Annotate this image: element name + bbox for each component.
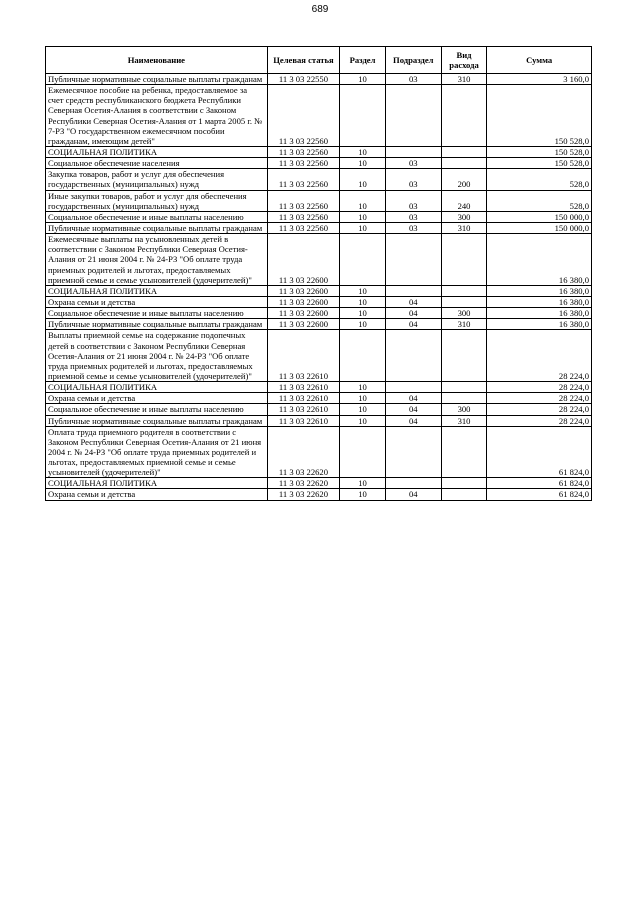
cell-amount: 150 528,0 <box>487 158 592 169</box>
cell-name: СОЦИАЛЬНАЯ ПОЛИТИКА <box>46 285 268 296</box>
cell-subsection <box>385 478 441 489</box>
header-article: Целевая статья <box>267 47 340 74</box>
table-row <box>46 489 592 500</box>
cell-article: 11 3 03 22560 <box>267 85 340 147</box>
table-row <box>46 330 592 382</box>
cell-article: 11 3 03 22560 <box>267 169 340 190</box>
cell-name: Охрана семьи и детства <box>46 489 268 500</box>
cell-article: 11 3 03 22560 <box>267 190 340 211</box>
cell-article: 11 3 03 22600 <box>267 234 340 286</box>
cell-type <box>441 393 487 404</box>
cell-amount: 28 224,0 <box>487 330 592 382</box>
cell-section: 10 <box>340 211 386 222</box>
cell-article: 11 3 03 22620 <box>267 478 340 489</box>
cell-amount: 528,0 <box>487 169 592 190</box>
cell-name: Публичные нормативные социальные выплаты гражданам <box>46 222 268 233</box>
cell-subsection <box>385 234 441 286</box>
cell-subsection: 03 <box>385 74 441 85</box>
cell-amount: 28 224,0 <box>487 393 592 404</box>
cell-subsection: 03 <box>385 222 441 233</box>
cell-section: 10 <box>340 404 386 415</box>
cell-type <box>441 85 487 147</box>
cell-name: Публичные нормативные социальные выплаты гражданам <box>46 74 268 85</box>
cell-subsection: 04 <box>385 415 441 426</box>
cell-name: Оплата труда приемного родителя в соответствии с Законом Республики Северная Осетия-Алания от 21 июня 2004 г. № 24-РЗ "Об оплате труда приемных родителей и льготах, предоставляемых приемной семье и семье усыновителей (удочерителей)" <box>46 426 268 478</box>
cell-name: Охрана семьи и детства <box>46 393 268 404</box>
budget-table <box>45 46 592 501</box>
cell-type <box>441 489 487 500</box>
cell-subsection: 03 <box>385 211 441 222</box>
cell-section: 10 <box>340 74 386 85</box>
cell-name: Закупка товаров, работ и услуг для обеспечения государственных (муниципальных) нужд <box>46 169 268 190</box>
header-amount: Сумма <box>487 47 592 74</box>
cell-type <box>441 146 487 157</box>
cell-amount: 28 224,0 <box>487 382 592 393</box>
cell-article: 11 3 03 22560 <box>267 146 340 157</box>
cell-name: СОЦИАЛЬНАЯ ПОЛИТИКА <box>46 382 268 393</box>
cell-type: 310 <box>441 74 487 85</box>
cell-article: 11 3 03 22600 <box>267 296 340 307</box>
cell-amount: 150 528,0 <box>487 146 592 157</box>
cell-name: Социальное обеспечение и иные выплаты населению <box>46 211 268 222</box>
cell-article: 11 3 03 22560 <box>267 222 340 233</box>
cell-subsection <box>385 426 441 478</box>
cell-article: 11 3 03 22610 <box>267 382 340 393</box>
cell-article: 11 3 03 22610 <box>267 404 340 415</box>
table-row <box>46 190 592 211</box>
cell-section: 10 <box>340 169 386 190</box>
cell-subsection <box>385 146 441 157</box>
cell-name: Ежемесячные выплаты на усыновленных детей в соответствии с Законом Республики Северная Осетия-Алания от 21 июня 2004 г. № 24-РЗ "Об оплате труда приемных родителей и льготах, предоставляемых приемной семье и семье усыновителей (удочерителей)" <box>46 234 268 286</box>
cell-name: СОЦИАЛЬНАЯ ПОЛИТИКА <box>46 478 268 489</box>
cell-amount: 16 380,0 <box>487 319 592 330</box>
cell-article: 11 3 03 22550 <box>267 74 340 85</box>
cell-section: 10 <box>340 415 386 426</box>
cell-name: Иные закупки товаров, работ и услуг для обеспечения государственных (муниципальных) нужд <box>46 190 268 211</box>
cell-type: 310 <box>441 415 487 426</box>
cell-article: 11 3 03 22610 <box>267 330 340 382</box>
cell-name: Публичные нормативные социальные выплаты гражданам <box>46 415 268 426</box>
cell-type <box>441 296 487 307</box>
header-type: Вид расхода <box>441 47 487 74</box>
cell-article: 11 3 03 22600 <box>267 319 340 330</box>
cell-article: 11 3 03 22560 <box>267 158 340 169</box>
cell-name: Выплаты приемной семье на содержание подопечных детей в соответствии с Законом Республики Северная Осетия-Алания от 21 июня 2004 г. № 24-РЗ "Об оплате труда приемных родителей и льготах, предоставляемых приемной семье и семье усыновителей (удочерителей)" <box>46 330 268 382</box>
cell-amount: 150 528,0 <box>487 85 592 147</box>
cell-type: 300 <box>441 308 487 319</box>
cell-subsection <box>385 382 441 393</box>
table-row <box>46 222 592 233</box>
cell-section <box>340 85 386 147</box>
cell-amount: 16 380,0 <box>487 296 592 307</box>
cell-type: 300 <box>441 404 487 415</box>
cell-article: 11 3 03 22610 <box>267 393 340 404</box>
table-row <box>46 404 592 415</box>
cell-type <box>441 382 487 393</box>
table-row <box>46 158 592 169</box>
cell-amount: 28 224,0 <box>487 415 592 426</box>
cell-subsection: 04 <box>385 296 441 307</box>
table-body <box>46 74 592 501</box>
cell-amount: 16 380,0 <box>487 285 592 296</box>
cell-amount: 28 224,0 <box>487 404 592 415</box>
cell-article: 11 3 03 22620 <box>267 489 340 500</box>
table-row <box>46 211 592 222</box>
cell-amount: 150 000,0 <box>487 222 592 233</box>
cell-type <box>441 158 487 169</box>
header-row <box>46 47 592 74</box>
cell-amount: 16 380,0 <box>487 234 592 286</box>
cell-article: 11 3 03 22610 <box>267 415 340 426</box>
cell-section: 10 <box>340 146 386 157</box>
cell-amount: 61 824,0 <box>487 489 592 500</box>
cell-section: 10 <box>340 308 386 319</box>
cell-article: 11 3 03 22600 <box>267 308 340 319</box>
header-subsection: Подраздел <box>385 47 441 74</box>
table-row <box>46 285 592 296</box>
cell-subsection: 03 <box>385 169 441 190</box>
cell-subsection: 04 <box>385 404 441 415</box>
page-number: 689 <box>311 4 329 15</box>
header-name: Наименование <box>46 47 268 74</box>
cell-section: 10 <box>340 393 386 404</box>
cell-name: Охрана семьи и детства <box>46 296 268 307</box>
cell-subsection: 04 <box>385 308 441 319</box>
cell-amount: 3 160,0 <box>487 74 592 85</box>
cell-name: Публичные нормативные социальные выплаты гражданам <box>46 319 268 330</box>
cell-section: 10 <box>340 190 386 211</box>
cell-subsection: 04 <box>385 393 441 404</box>
table-row <box>46 308 592 319</box>
table-row <box>46 382 592 393</box>
cell-name: Социальное обеспечение населения <box>46 158 268 169</box>
cell-type: 240 <box>441 190 487 211</box>
table-row <box>46 74 592 85</box>
table-row <box>46 426 592 478</box>
cell-subsection: 03 <box>385 158 441 169</box>
cell-subsection <box>385 285 441 296</box>
cell-amount: 528,0 <box>487 190 592 211</box>
cell-section <box>340 330 386 382</box>
cell-section <box>340 426 386 478</box>
cell-type <box>441 285 487 296</box>
header-section: Раздел <box>340 47 386 74</box>
cell-section: 10 <box>340 382 386 393</box>
cell-name: СОЦИАЛЬНАЯ ПОЛИТИКА <box>46 146 268 157</box>
cell-subsection: 04 <box>385 489 441 500</box>
cell-article: 11 3 03 22600 <box>267 285 340 296</box>
cell-amount: 16 380,0 <box>487 308 592 319</box>
table-row <box>46 393 592 404</box>
cell-amount: 61 824,0 <box>487 478 592 489</box>
cell-type: 310 <box>441 319 487 330</box>
table-row <box>46 478 592 489</box>
table-row <box>46 319 592 330</box>
cell-section: 10 <box>340 296 386 307</box>
cell-section: 10 <box>340 158 386 169</box>
table-row <box>46 85 592 147</box>
cell-type: 200 <box>441 169 487 190</box>
table-row <box>46 234 592 286</box>
cell-section: 10 <box>340 489 386 500</box>
cell-subsection: 04 <box>385 319 441 330</box>
cell-subsection <box>385 85 441 147</box>
cell-type: 300 <box>441 211 487 222</box>
table-row <box>46 146 592 157</box>
cell-section: 10 <box>340 319 386 330</box>
cell-name: Социальное обеспечение и иные выплаты населению <box>46 308 268 319</box>
table-row <box>46 169 592 190</box>
cell-type <box>441 330 487 382</box>
cell-amount: 150 000,0 <box>487 211 592 222</box>
cell-section: 10 <box>340 285 386 296</box>
cell-amount: 61 824,0 <box>487 426 592 478</box>
table-row <box>46 296 592 307</box>
cell-name: Ежемесячное пособие на ребенка, предоставляемое за счет средств республиканского бюджета Республики Северная Осетия-Алания в соответствии с Законом Республики Северная Осетия-Алания от 1 марта 2005 г. № 7-РЗ "О государственном ежемесячном пособии гражданам, имеющим детей" <box>46 85 268 147</box>
cell-type <box>441 426 487 478</box>
cell-article: 11 3 03 22620 <box>267 426 340 478</box>
cell-type: 310 <box>441 222 487 233</box>
table-row <box>46 415 592 426</box>
cell-type <box>441 234 487 286</box>
cell-type <box>441 478 487 489</box>
cell-section <box>340 234 386 286</box>
cell-subsection <box>385 330 441 382</box>
cell-section: 10 <box>340 222 386 233</box>
cell-article: 11 3 03 22560 <box>267 211 340 222</box>
cell-name: Социальное обеспечение и иные выплаты населению <box>46 404 268 415</box>
cell-subsection: 03 <box>385 190 441 211</box>
cell-section: 10 <box>340 478 386 489</box>
